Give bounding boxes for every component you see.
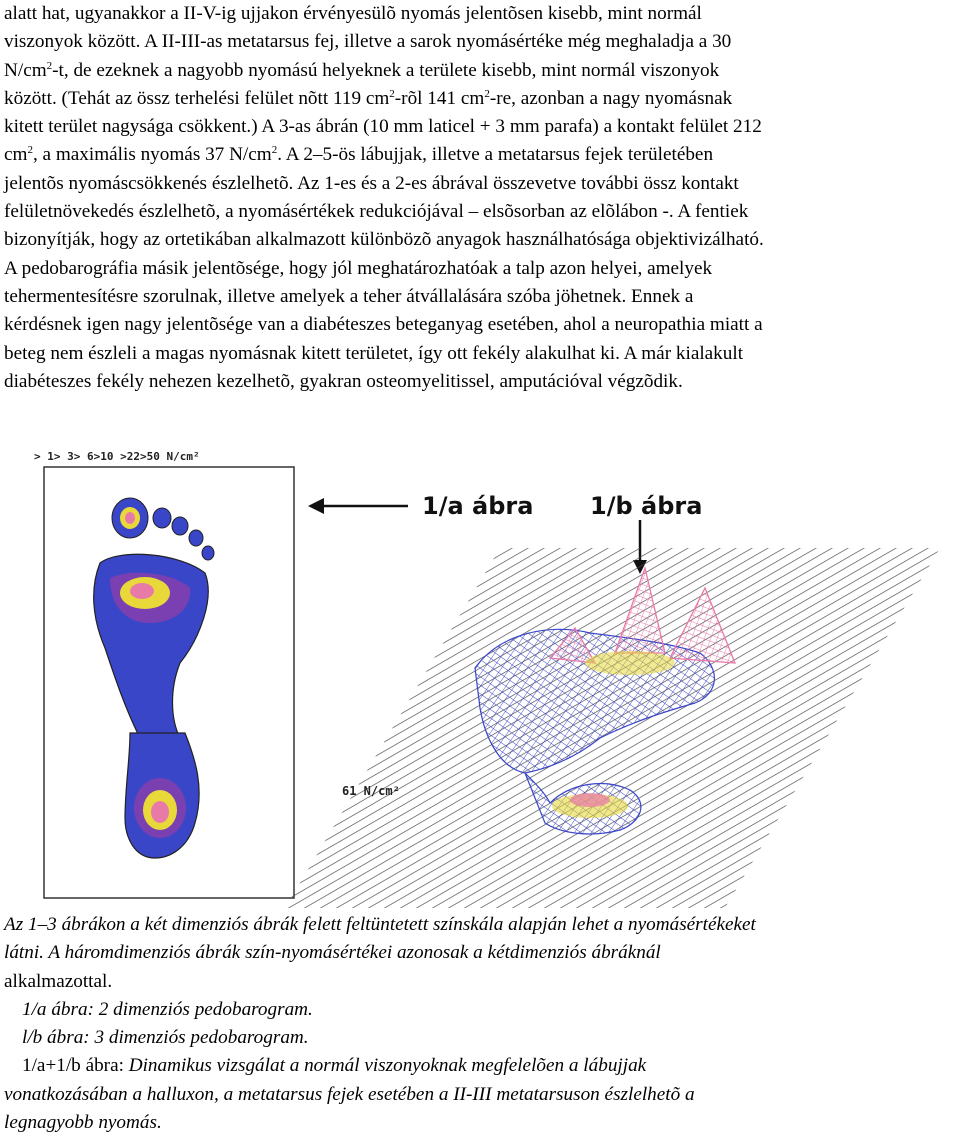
caption-line: látni. A háromdimenziós ábrák szín-nyomásértékei azonosak a kétdimenziós ábráknál bbox=[4, 942, 661, 964]
text-span: -rõl 141 cm bbox=[394, 87, 485, 109]
text-span: . A 2–5-ös lábujjak, illetve a metatarsus fejek területében bbox=[277, 144, 714, 166]
body-line: diabéteszes fekély nehezen kezelhetõ, gyakran osteomyelitissel, amputációval végzõdik. bbox=[4, 370, 683, 392]
superscript: 2 bbox=[271, 144, 278, 157]
caption-prefix: 1/a+1/b ábra: bbox=[22, 1055, 129, 1077]
caption-line: l/b ábra: 3 dimenziós pedobarogram. bbox=[22, 1027, 309, 1049]
figure-label-b: 1/b ábra bbox=[590, 492, 703, 520]
superscript: 2 bbox=[46, 59, 53, 72]
3d-heel-peak bbox=[570, 793, 610, 807]
heel-peak-zone bbox=[151, 801, 169, 823]
caption-line: vonatkozásában a halluxon, a metatarsus fejek esetében a II-III metatarsuson észlelhetõ a bbox=[4, 1083, 695, 1105]
pedobarogram-figure bbox=[30, 438, 945, 910]
body-line: viszonyok között. A II-III-as metatarsus fej, illetve a sarok nyomásértéke még meghaladja a 30 bbox=[4, 31, 732, 53]
caption-line: legnagyobb nyomás. bbox=[4, 1112, 162, 1134]
superscript: 2 bbox=[484, 87, 490, 100]
body-line: alatt hat, ugyanakkor a II-V-ig ujjakon érvényesülõ nyomás jelentõsen kisebb, mint normál bbox=[4, 3, 702, 24]
caption-line bbox=[4, 1052, 960, 1080]
metatarsal-peak-zone bbox=[130, 583, 154, 599]
body-line: jelentõs nyomáscsökkenés észlelhetõ. Az 1-es és a 2-es ábrával összevetve további össz kontakt bbox=[4, 172, 739, 194]
text-span: , a maximális nyomás 37 N/cm bbox=[32, 144, 272, 166]
figure-caption bbox=[4, 911, 960, 1137]
pedobarogram-svg bbox=[30, 438, 945, 910]
text-span: N/cm bbox=[4, 59, 47, 81]
body-line bbox=[4, 85, 960, 113]
body-line: tehermentesítésre szorulnak, illetve amelyek a teher átvállalására szóba jöhetnek. Ennek a bbox=[4, 285, 694, 307]
body-line: kérdésnek igen nagy jelentõsége van a diabéteszes beteganyag esetében, ahol a neuropathia miatt a bbox=[4, 314, 763, 336]
body-line: felületnövekedés észlelhetõ, a nyomásértékek redukciójával – elsõsorban az elõlábon -. A fentiek bbox=[4, 201, 749, 223]
body-line: kitett terület nagysága csökkent.) A 3-as ábrán (10 mm laticel + 3 mm parafa) a kontakt felület 212 bbox=[4, 116, 762, 138]
superscript: 2 bbox=[27, 144, 33, 157]
text-span: -t, de ezeknek a nagyobb nyomású helyeknek a területe kisebb, mint normál viszonyok bbox=[52, 59, 720, 81]
arrow-head bbox=[308, 498, 324, 514]
superscript: 2 bbox=[389, 87, 395, 100]
body-line: A pedobarográfia másik jelentõsége, hogy jól meghatározhatóak a talp azon helyei, amelyek bbox=[4, 257, 713, 279]
caption-line: alkalmazottal. bbox=[4, 970, 113, 992]
peak-value-label: 61 N/cm² bbox=[342, 784, 400, 798]
text-span: között. (Tehát az össz terhelési felület nõtt 119 cm bbox=[4, 87, 390, 109]
caption-line: Az 1–3 ábrákon a két dimenziós ábrák felett feltüntetett színskála alapján lehet a nyomásértékeket bbox=[4, 914, 756, 935]
body-line bbox=[4, 57, 960, 85]
3d-forefoot-color bbox=[585, 651, 675, 675]
figure-label-a: 1/a ábra bbox=[422, 492, 534, 520]
caption-italic: Dinamikus vizsgálat a normál viszonyoknak megfelelõen a lábujjak bbox=[128, 1055, 647, 1077]
text-span: cm bbox=[4, 144, 28, 166]
color-scale-legend: > 1> 3> 6>10 >22>50 N/cm² bbox=[34, 450, 200, 463]
text-span: -re, azonban a nagy nyomásnak bbox=[489, 87, 733, 109]
body-line: bizonyítják, hogy az ortetikában alkalmazott különbözõ anyagok használhatósága objektivizálható. bbox=[4, 229, 764, 251]
body-line: beteg nem észleli a magas nyomásnak kitett területet, így ott fekély alakulhat ki. A már kialakult bbox=[4, 342, 744, 364]
caption-line: 1/a ábra: 2 dimenziós pedobarogram. bbox=[22, 998, 313, 1020]
body-text bbox=[4, 0, 960, 396]
body-line bbox=[4, 141, 960, 169]
